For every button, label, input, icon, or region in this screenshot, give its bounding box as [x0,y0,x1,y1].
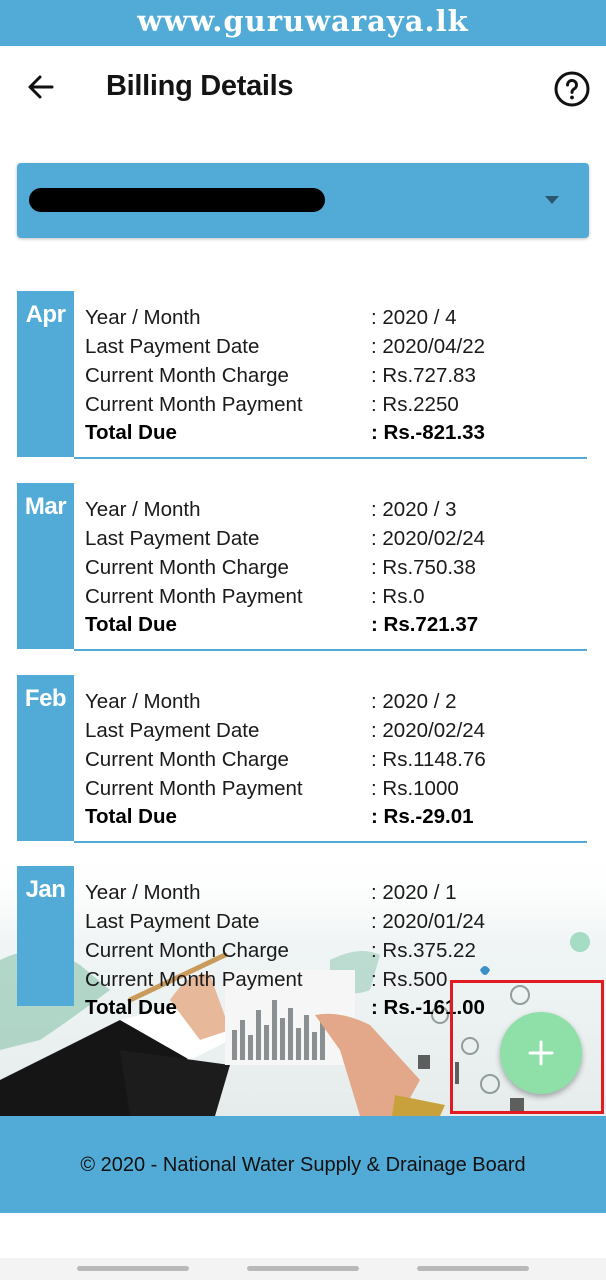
month-abbr: Mar [24,493,67,520]
watermark-bar [0,0,606,46]
label-current-month-payment: Current Month Payment [85,968,303,991]
month-abbr: Feb [24,685,67,712]
label-total-due: Total Due [85,613,177,636]
value-total-due: : Rs.-161.00 [371,996,485,1019]
label-last-payment-date: Last Payment Date [85,527,260,550]
watermark-text: www.guruwaraya.lk [137,4,469,38]
label-last-payment-date: Last Payment Date [85,910,260,933]
row-year-month [85,306,585,334]
value-current-month-charge: : Rs.750.38 [371,556,476,579]
arrow-left-icon[interactable] [22,68,60,106]
card-divider [74,649,587,651]
row-current-month-charge [85,556,585,584]
value-total-due: : Rs.-29.01 [371,805,474,828]
value-total-due: : Rs.721.37 [371,613,479,636]
label-current-month-charge: Current Month Charge [85,748,289,771]
label-current-month-payment: Current Month Payment [85,777,303,800]
row-current-month-charge [85,364,585,392]
row-current-month-payment [85,393,585,421]
month-tab [17,866,74,1006]
row-last-payment-date [85,719,585,747]
account-redaction-bar [29,188,325,212]
value-current-month-payment: : Rs.500 [371,968,448,991]
value-current-month-payment: : Rs.0 [371,585,425,608]
card-divider [74,457,587,459]
value-last-payment-date: : 2020/01/24 [371,910,485,933]
value-current-month-charge: : Rs.375.22 [371,939,476,962]
month-tab [17,291,74,457]
value-year-month: : 2020 / 1 [371,881,457,904]
nav-recents-pill[interactable] [77,1266,189,1271]
nav-back-pill[interactable] [417,1266,529,1271]
card-divider [74,841,587,843]
system-nav-bar [0,1258,606,1280]
row-last-payment-date [85,910,585,938]
label-year-month: Year / Month [85,881,201,904]
bill-card[interactable] [17,291,587,461]
bill-card[interactable] [17,483,587,653]
label-current-month-charge: Current Month Charge [85,556,289,579]
row-current-month-payment [85,777,585,805]
bill-details [74,483,587,649]
nav-home-pill[interactable] [247,1266,359,1271]
row-year-month [85,881,585,909]
label-last-payment-date: Last Payment Date [85,335,260,358]
row-last-payment-date [85,527,585,555]
row-current-month-charge [85,939,585,967]
bill-details [74,675,587,841]
label-total-due: Total Due [85,805,177,828]
bill-card[interactable] [17,675,587,845]
row-current-month-payment [85,585,585,613]
value-total-due: : Rs.-821.33 [371,421,485,444]
footer-copyright: © 2020 - National Water Supply & Drainage Board [80,1154,526,1176]
row-total-due [85,613,585,641]
label-total-due: Total Due [85,996,177,1019]
value-last-payment-date: : 2020/02/24 [371,719,485,742]
label-last-payment-date: Last Payment Date [85,719,260,742]
value-year-month: : 2020 / 3 [371,498,457,521]
label-current-month-payment: Current Month Payment [85,393,303,416]
caret-down-icon[interactable] [545,196,559,205]
label-current-month-payment: Current Month Payment [85,585,303,608]
month-tab [17,483,74,649]
account-selector[interactable] [17,163,589,238]
month-abbr: Apr [25,301,66,328]
fab-highlight-box [450,980,604,1114]
row-total-due [85,421,585,449]
value-current-month-charge: : Rs.1148.76 [371,748,486,771]
value-last-payment-date: : 2020/02/24 [371,527,485,550]
label-total-due: Total Due [85,421,177,444]
value-current-month-payment: : Rs.2250 [371,393,459,416]
month-tab [17,675,74,841]
row-last-payment-date [85,335,585,363]
page-title: Billing Details [106,70,294,102]
row-year-month [85,498,585,526]
value-year-month: : 2020 / 4 [371,306,457,329]
label-year-month: Year / Month [85,690,201,713]
value-current-month-charge: : Rs.727.83 [371,364,476,387]
month-abbr: Jan [25,876,66,903]
help-circle-icon[interactable] [553,70,591,108]
row-year-month [85,690,585,718]
bill-details [74,291,587,457]
row-total-due [85,805,585,833]
row-current-month-charge [85,748,585,776]
app-bar [0,46,606,132]
footer [0,1116,606,1213]
label-year-month: Year / Month [85,498,201,521]
value-current-month-payment: : Rs.1000 [371,777,459,800]
label-year-month: Year / Month [85,306,201,329]
label-current-month-charge: Current Month Charge [85,364,289,387]
value-last-payment-date: : 2020/04/22 [371,335,485,358]
label-current-month-charge: Current Month Charge [85,939,289,962]
value-year-month: : 2020 / 2 [371,690,457,713]
